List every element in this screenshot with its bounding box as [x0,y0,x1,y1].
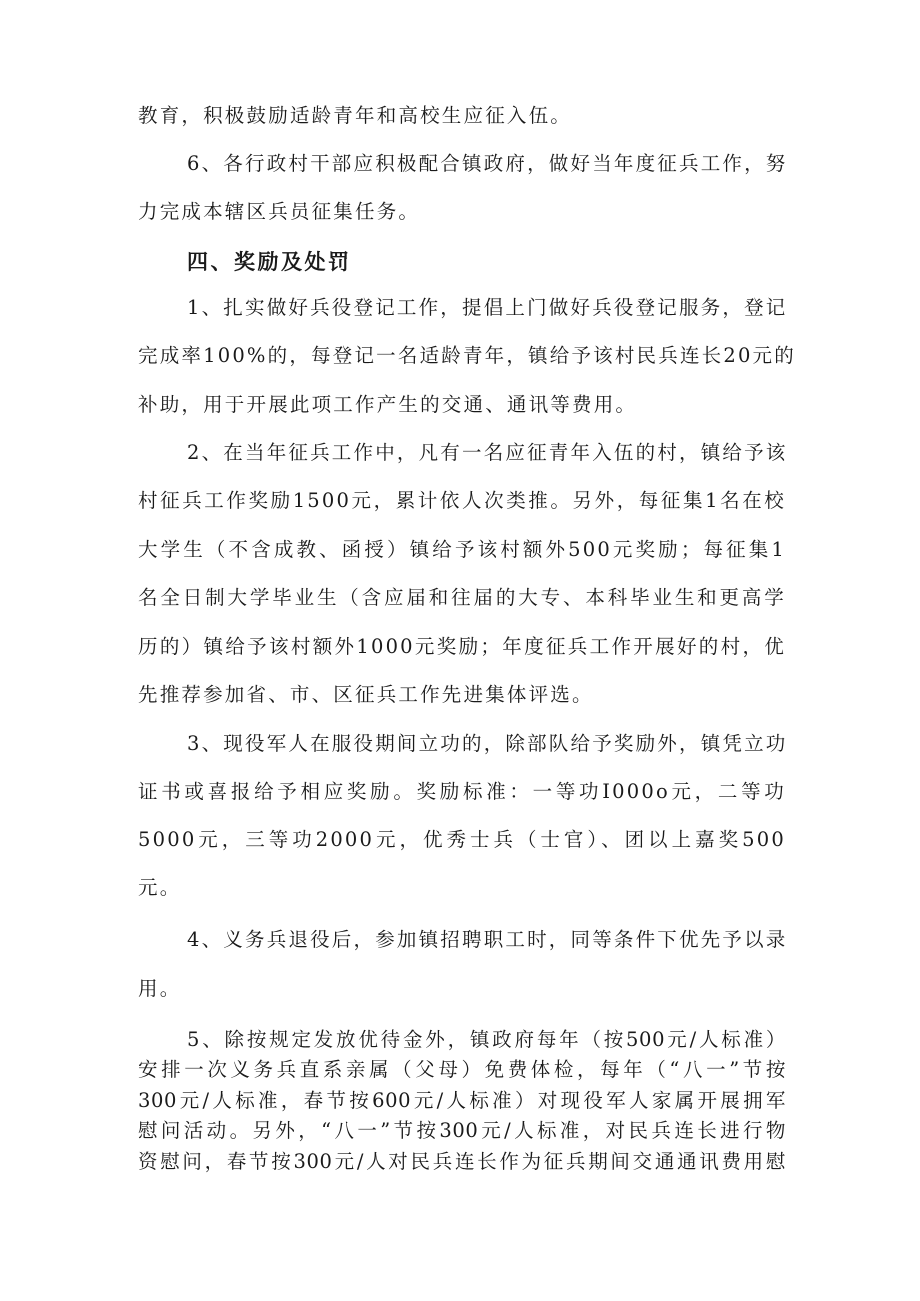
paragraph-line: 安排一次义务兵直系亲属（父母）免费体检，每年（“八一”节按 [138,1058,786,1081]
paragraph-line: 3、现役军人在服役期间立功的，除部队给予奖励外，镇凭立功 [187,732,788,755]
paragraph-line: 用。 [138,977,182,1000]
paragraph-line: 元。 [138,876,182,899]
paragraph-line: 2、在当年征兵工作中，凡有一名应征青年入伍的村，镇给予该 [187,441,788,464]
paragraph-line: 教育，积极鼓励适龄青年和高校生应征入伍。 [138,104,573,127]
paragraph-line: 慰问活动。另外，“八一”节按300元/人标准，对民兵连长进行物 [138,1119,786,1142]
paragraph-line: 力完成本辖区兵员征集任务。 [138,200,421,223]
paragraph-line: 历的）镇给予该村额外1000元奖励；年度征兵工作开展好的村，优 [138,635,786,658]
paragraph-line: 完成率100%的，每登记一名适龄青年，镇给予该村民兵连长20元的 [138,344,796,367]
paragraph-line: 5000元，三等功2000元，优秀士兵（士官）、团以上嘉奖500 [138,828,786,851]
paragraph-line: 5、除按规定发放优待金外，镇政府每年（按500元/人标准） [187,1028,786,1051]
paragraph-line: 村征兵工作奖励1500元，累计依人次类推。另外，每征集1名在校 [138,489,786,512]
paragraph-line: 名全日制大学毕业生（含应届和往届的大专、本科毕业生和更高学 [138,586,786,609]
section-heading: 四、奖励及处罚 [187,250,352,274]
paragraph-line: 补助，用于开展此项工作产生的交通、通讯等费用。 [138,393,638,416]
paragraph-line: 300元/人标准，春节按600元/人标准）对现役军人家属开展拥军 [138,1089,786,1112]
paragraph-line: 证书或喜报给予相应奖励。奖励标准：一等功I000o元，二等功 [138,780,786,803]
paragraph-line: 1、扎实做好兵役登记工作，提倡上门做好兵役登记服务，登记 [187,296,788,319]
paragraph-line: 4、义务兵退役后，参加镇招聘职工时，同等条件下优先予以录 [187,928,788,951]
paragraph-line: 资慰问，春节按300元/人对民兵连长作为征兵期间交通通讯费用慰 [138,1150,786,1173]
paragraph-line: 6、各行政村干部应积极配合镇政府，做好当年度征兵工作，努 [187,152,788,175]
paragraph-line: 先推荐参加省、市、区征兵工作先进集体评选。 [138,683,594,706]
paragraph-line: 大学生（不含成教、函授）镇给予该村额外500元奖励；每征集1 [138,538,786,561]
